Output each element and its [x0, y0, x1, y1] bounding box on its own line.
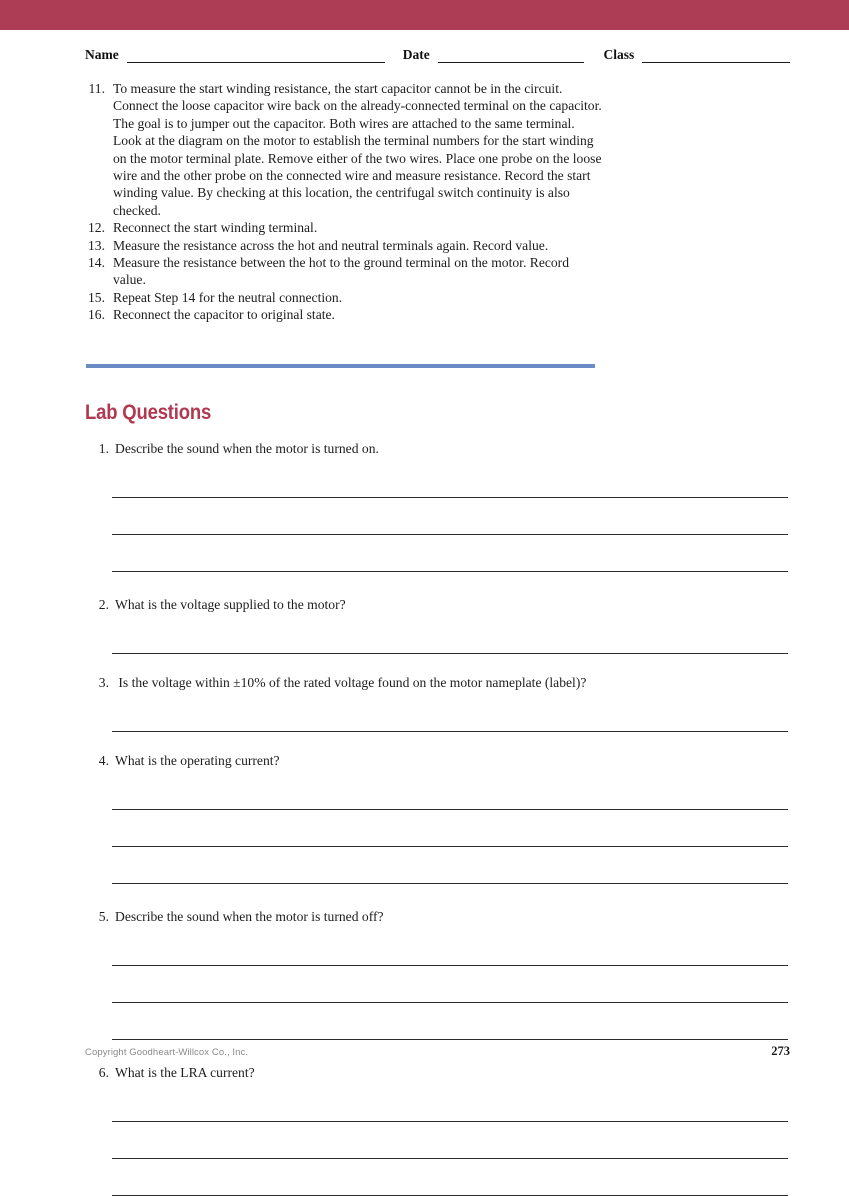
procedure-step	[85, 237, 605, 254]
answer-write-in-line[interactable]	[112, 847, 788, 884]
question-spacer	[85, 572, 790, 596]
lab-question-number: 2.	[98, 597, 109, 612]
section-divider-rule	[86, 364, 595, 368]
lab-question	[85, 752, 790, 908]
answer-write-in-line[interactable]	[112, 769, 788, 810]
answer-write-in-area[interactable]	[112, 613, 788, 654]
lab-question-prompt	[85, 1064, 790, 1081]
question-spacer	[85, 884, 790, 908]
procedure-step	[85, 80, 605, 219]
name-label: Name	[85, 47, 119, 62]
procedure-step-text: Measure the resistance between the hot to the ground terminal on the motor. Record value.	[113, 255, 570, 288]
procedure-step	[85, 254, 605, 289]
lab-question-text: What is the LRA current?	[115, 1065, 255, 1080]
answer-write-in-line[interactable]	[112, 1122, 788, 1159]
answer-write-in-area[interactable]	[112, 1081, 788, 1196]
answer-write-in-area[interactable]	[112, 769, 788, 884]
lab-question-prompt	[85, 596, 790, 613]
lab-question-number: 1.	[98, 441, 109, 456]
procedure-step-text: Reconnect the capacitor to original state.	[113, 307, 335, 323]
date-label: Date	[402, 47, 430, 62]
procedure-step-list	[85, 80, 605, 324]
page-header-band	[0, 0, 849, 30]
answer-write-in-line[interactable]	[112, 457, 788, 498]
student-identity-row	[85, 41, 790, 63]
lab-question	[85, 1064, 790, 1196]
answer-write-in-line[interactable]	[112, 1081, 788, 1122]
answer-write-in-line[interactable]	[112, 966, 788, 1003]
procedure-step-text: To measure the start winding resistance, the start capacitor cannot be in the circuit. Connect the loose capacitor wire back on the already-connected terminal on the capacitor. The goal is to jumper out the capacitor. Both wires are attached to the same terminal. Look at the diagram on the motor to establish the terminal numbers for the start winding on the motor terminal plate. Remove either of the two wires. Place one probe on the loose wire and the other probe on the connected wire and measure resistance. Record the start winding value. By checking at this location, the centrifugal switch continuity is also checked.	[113, 81, 602, 218]
lab-question-text: Describe the sound when the motor is turned off?	[115, 909, 384, 924]
procedure-step-text: Repeat Step 14 for the neutral connection.	[113, 289, 343, 305]
answer-write-in-line[interactable]	[112, 498, 788, 535]
answer-write-in-area[interactable]	[112, 925, 788, 1040]
class-write-in-rule	[642, 48, 790, 63]
procedure-step-number: 13.	[88, 237, 105, 253]
lab-question-text: Is the voltage within ±10% of the rated voltage found on the motor nameplate (label)?	[115, 675, 587, 690]
lab-questions-list	[85, 440, 790, 1196]
question-spacer	[85, 732, 790, 752]
procedure-step-number: 11.	[88, 81, 105, 96]
lab-question-number: 4.	[98, 753, 109, 768]
procedure-step-number: 14.	[88, 255, 105, 271]
lab-questions-heading: Lab Questions	[85, 401, 212, 424]
answer-write-in-area[interactable]	[112, 691, 788, 732]
procedure-step	[85, 289, 605, 306]
procedure-step-number: 15.	[88, 289, 105, 305]
lab-question-text: What is the operating current?	[115, 753, 280, 768]
lab-question-number: 6.	[98, 1065, 109, 1080]
answer-write-in-line[interactable]	[112, 1159, 788, 1196]
class-label: Class	[603, 47, 635, 62]
lab-question-text: Describe the sound when the motor is turned on.	[115, 441, 379, 456]
answer-write-in-line[interactable]	[112, 613, 788, 654]
lab-question	[85, 908, 790, 1064]
answer-write-in-line[interactable]	[112, 810, 788, 847]
procedure-step-number: 12.	[88, 220, 105, 236]
answer-write-in-area[interactable]	[112, 457, 788, 572]
procedure-step-text: Reconnect the start winding terminal.	[113, 220, 318, 236]
procedure-step	[85, 306, 605, 323]
page-number: 273	[771, 1044, 790, 1058]
lab-question-prompt	[85, 752, 790, 769]
question-spacer	[85, 654, 790, 674]
lab-question	[85, 440, 790, 596]
lab-question	[85, 674, 790, 752]
name-write-in-rule	[127, 48, 385, 63]
lab-question-text: What is the voltage supplied to the motor?	[115, 597, 346, 612]
answer-write-in-line[interactable]	[112, 1003, 788, 1040]
lab-question-prompt	[85, 674, 790, 691]
page-footer	[85, 1044, 790, 1059]
lab-question	[85, 596, 790, 674]
procedure-step-text: Measure the resistance across the hot and neutral terminals again. Record value.	[113, 237, 549, 253]
procedure-step-number: 16.	[88, 307, 105, 323]
answer-write-in-line[interactable]	[112, 925, 788, 966]
answer-write-in-line[interactable]	[112, 691, 788, 732]
date-write-in-rule	[438, 48, 584, 63]
lab-question-prompt	[85, 440, 790, 457]
lab-question-prompt	[85, 908, 790, 925]
lab-question-number: 5.	[98, 909, 109, 924]
procedure-step	[85, 219, 605, 236]
copyright-notice: Copyright Goodheart-Willcox Co., Inc.	[85, 1047, 249, 1058]
lab-question-number: 3.	[98, 675, 109, 690]
answer-write-in-line[interactable]	[112, 535, 788, 572]
